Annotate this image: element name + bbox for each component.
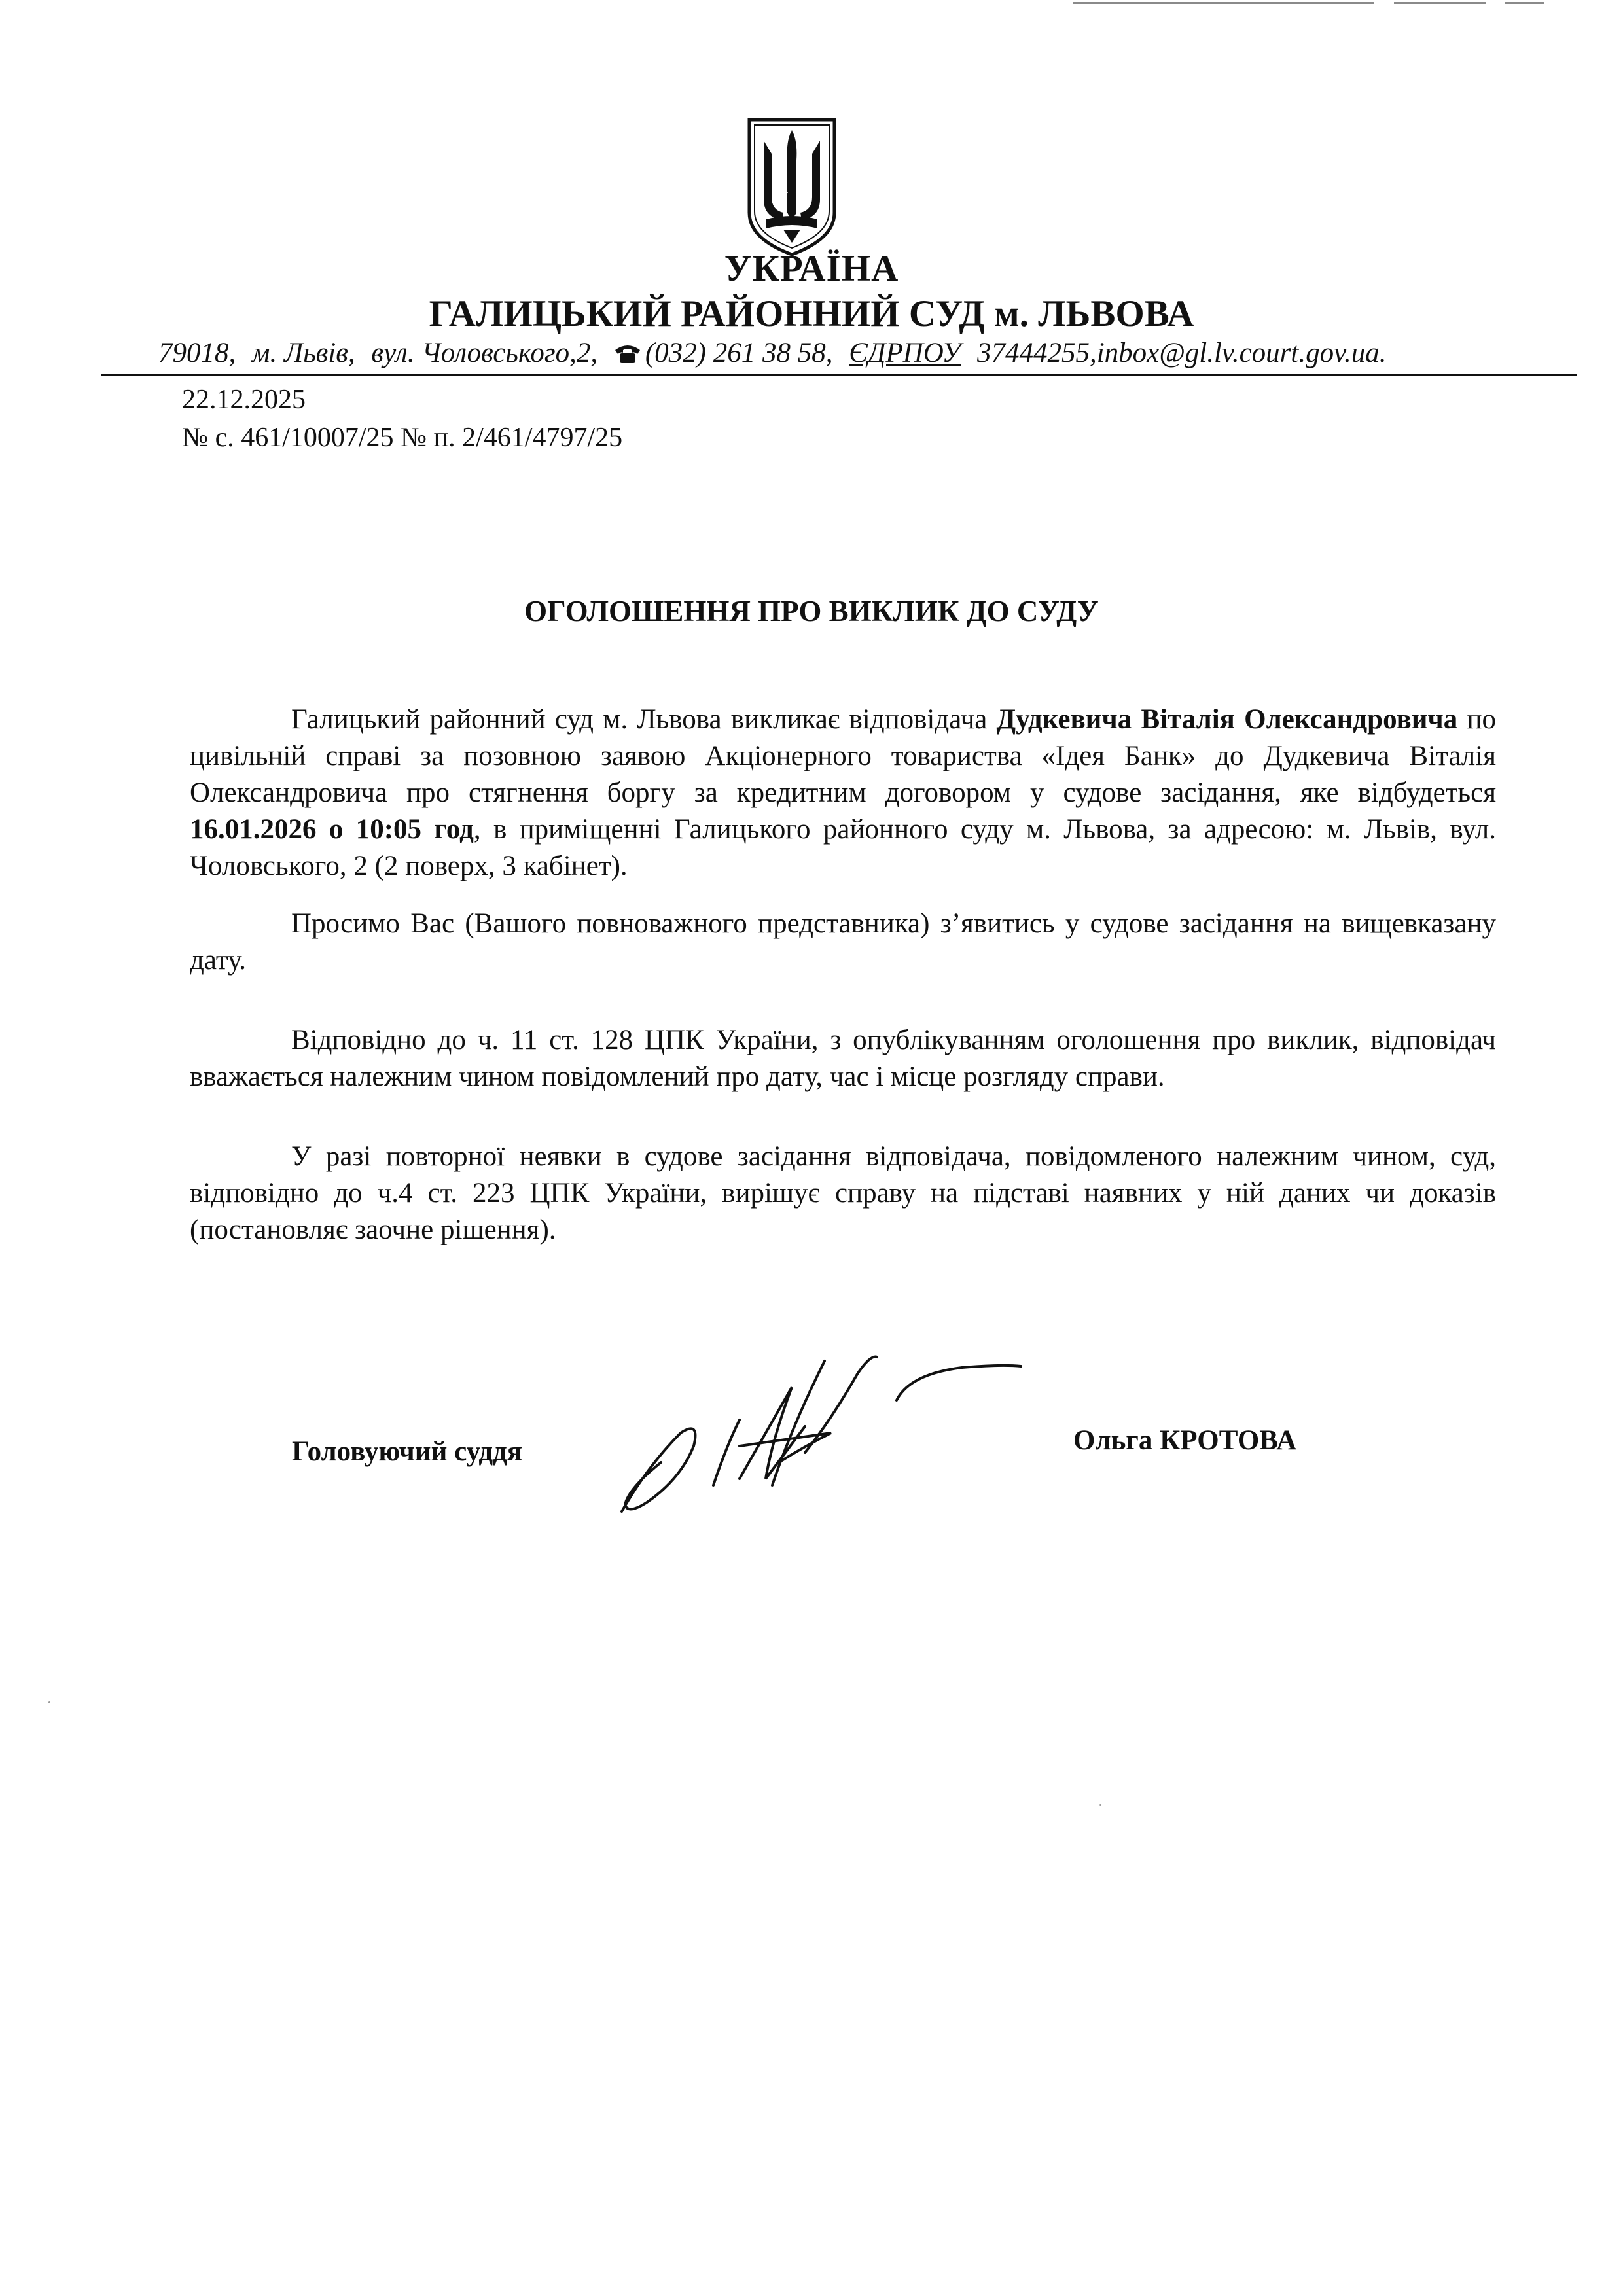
address-edrpou-label: ЄДРПОУ xyxy=(849,338,961,368)
scan-artifact-line xyxy=(1394,2,1486,4)
telephone-icon xyxy=(614,342,641,364)
handwritten-signature xyxy=(609,1348,1027,1525)
country-name: УКРАЇНА xyxy=(724,248,899,289)
paragraph-summons-part1: Галицький районний суд м. Львова викликає відповідача xyxy=(291,704,997,735)
header-divider xyxy=(101,374,1577,376)
signature-role: Головуючий суддя xyxy=(292,1436,523,1467)
document-date: 22.12.2025 xyxy=(182,385,306,415)
notice-title: ОГОЛОШЕННЯ ПРО ВИКЛИК ДО СУДУ xyxy=(524,595,1099,627)
paragraph-summons xyxy=(190,701,1496,885)
hearing-datetime: 16.01.2026 о 10:05 год xyxy=(190,814,474,845)
judge-name: Ольга КРОТОВА xyxy=(1073,1425,1297,1456)
scan-speck xyxy=(48,1701,50,1703)
paragraph-request: Просимо Вас (Вашого повноважного представника) з’явитись у судове засідання на вищевказану дату. xyxy=(190,908,1496,976)
paragraph-summons-part3: , в приміщенні Галицького районного суду м. Львова, за адресою: м. Львів, вул. Чоловського, 2 (2 поверх, 3 кабінет). xyxy=(190,814,1496,881)
case-numbers: № с. 461/10007/25 № п. 2/461/4797/25 xyxy=(182,423,623,453)
scan-artifact-line xyxy=(1073,2,1374,4)
court-name: ГАЛИЦЬКИЙ РАЙОННИЙ СУД м. ЛЬВОВА xyxy=(429,293,1194,334)
address-street: вул. Чоловського,2, xyxy=(371,338,598,368)
paragraph-legal-basis: Відповідно до ч. 11 ст. 128 ЦПК України, з опублікуванням оголошення про виклик, відповідач вважається належним чином повідомлений про дату, час і місце розгляду справи. xyxy=(190,1025,1496,1092)
defendant-name: Дудкевича Віталія Олександровича xyxy=(996,704,1458,735)
address-phone: (032) 261 38 58, xyxy=(645,338,833,368)
scan-speck xyxy=(1099,1804,1101,1806)
address-city: м. Львів, xyxy=(252,338,355,368)
paragraph-summons-part2: по цивільній справі за позовною заявою Акціонерного товариства «Ідея Банк» до Дудкевича Віталія Олександровича про стягнення боргу за кредитним договором у судове засідання, яке відбудеться xyxy=(190,704,1496,808)
paragraph-default-judgment: У разі повторної неявки в судове засідання відповідача, повідомленого належним чином, суд, відповідно до ч.4 ст. 223 ЦПК України, вирішує справу на підставі наявних у ній даних чи доказів (постановляє заочне рішення). xyxy=(190,1141,1496,1245)
court-address-line xyxy=(158,339,1546,367)
address-postcode: 79018, xyxy=(158,338,236,368)
tryzub-coat-of-arms-icon xyxy=(744,115,840,260)
scan-artifact-line xyxy=(1505,2,1544,4)
address-edrpou-email: 37444255,inbox@gl.lv.court.gov.ua. xyxy=(976,338,1387,368)
